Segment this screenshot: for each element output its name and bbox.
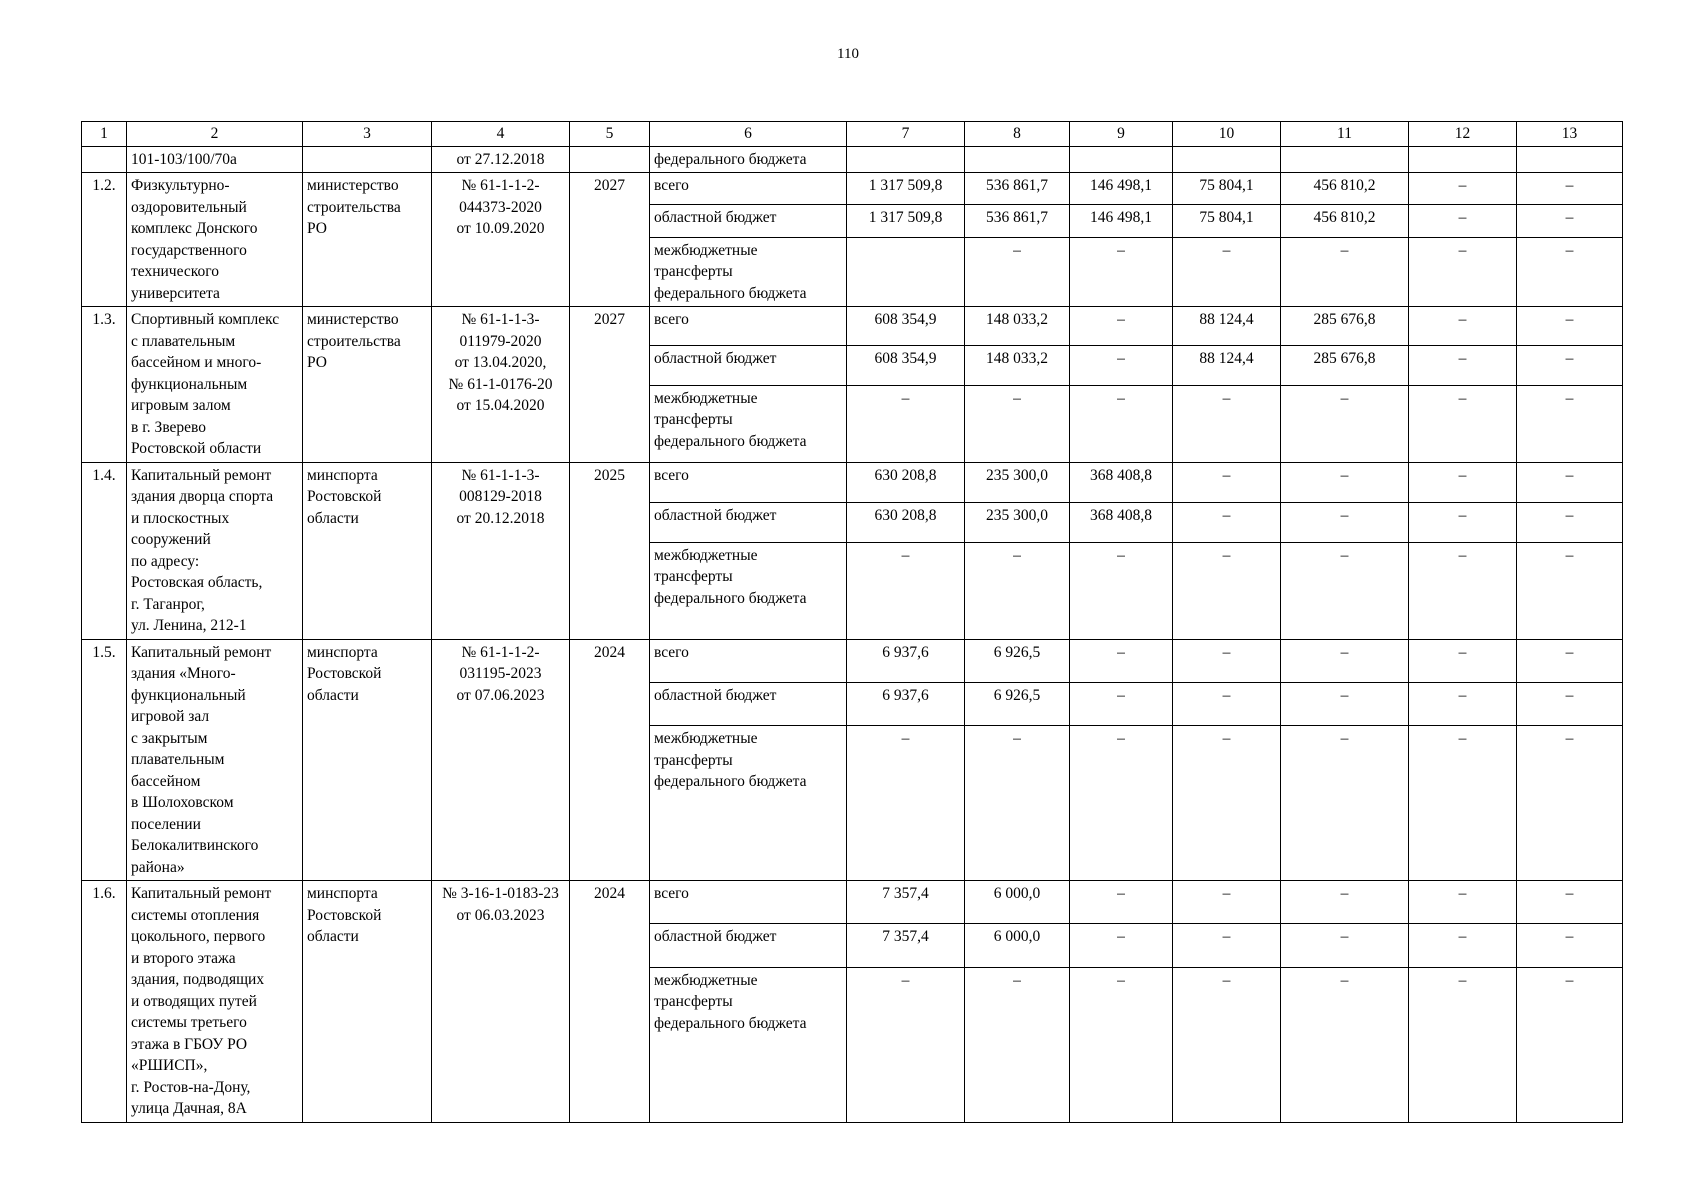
amount-cell: 75 804,1: [1173, 173, 1281, 205]
amount-cell: 88 124,4: [1173, 307, 1281, 346]
amount-cell: 6 926,5: [965, 682, 1070, 725]
amount-cell: 146 498,1: [1070, 173, 1173, 205]
amount-cell: –: [1409, 385, 1517, 462]
amount-cell: –: [1517, 502, 1623, 542]
completion-year: 2025: [570, 462, 650, 639]
amount-cell: –: [1281, 502, 1409, 542]
funding-source: межбюджетные трансферты федерального бюджета: [650, 542, 847, 639]
funding-source: межбюджетные трансферты федерального бюджета: [650, 237, 847, 307]
amount-cell: –: [1517, 924, 1623, 967]
amount-cell: –: [847, 967, 965, 1122]
table-row: [82, 307, 1623, 346]
table-row: [82, 462, 1623, 502]
amount-cell: –: [1173, 542, 1281, 639]
funding-source: областной бюджет: [650, 346, 847, 385]
amount-cell: [847, 237, 965, 307]
expertise-document: от 27.12.2018: [432, 146, 570, 173]
amount-cell: –: [1281, 967, 1409, 1122]
item-number: [82, 146, 127, 173]
column-number: 13: [1517, 122, 1623, 147]
funding-source: областной бюджет: [650, 682, 847, 725]
amount-cell: [1281, 146, 1409, 173]
budget-table: [81, 121, 1623, 1123]
amount-cell: 285 676,8: [1281, 346, 1409, 385]
column-number: 8: [965, 122, 1070, 147]
amount-cell: –: [1173, 726, 1281, 881]
amount-cell: 1 317 509,8: [847, 173, 965, 205]
amount-cell: 148 033,2: [965, 307, 1070, 346]
amount-cell: 6 000,0: [965, 924, 1070, 967]
amount-cell: 6 926,5: [965, 639, 1070, 682]
amount-cell: 148 033,2: [965, 346, 1070, 385]
funding-source: областной бюджет: [650, 205, 847, 237]
responsible-body: минспорта Ростовской области: [303, 639, 432, 881]
expertise-document: № 61-1-1-2- 031195-2023 от 07.06.2023: [432, 639, 570, 881]
amount-cell: –: [1409, 237, 1517, 307]
amount-cell: –: [1409, 173, 1517, 205]
amount-cell: 7 357,4: [847, 924, 965, 967]
amount-cell: –: [1517, 967, 1623, 1122]
amount-cell: –: [1281, 924, 1409, 967]
amount-cell: 456 810,2: [1281, 173, 1409, 205]
page-number: 110: [837, 46, 859, 62]
amount-cell: –: [1281, 881, 1409, 924]
completion-year: [570, 146, 650, 173]
amount-cell: –: [1070, 924, 1173, 967]
object-name: Капитальный ремонт здания «Много- функциональный игровой зал с закрытым плавательным бассейном в Шолоховском поселении Белокалитвинского района»: [127, 639, 303, 881]
amount-cell: –: [1070, 237, 1173, 307]
column-number: 5: [570, 122, 650, 147]
amount-cell: 146 498,1: [1070, 205, 1173, 237]
amount-cell: –: [1281, 385, 1409, 462]
column-number: 7: [847, 122, 965, 147]
amount-cell: –: [1173, 385, 1281, 462]
amount-cell: 6 000,0: [965, 881, 1070, 924]
amount-cell: –: [847, 726, 965, 881]
amount-cell: –: [1409, 881, 1517, 924]
amount-cell: [965, 146, 1070, 173]
funding-source: межбюджетные трансферты федерального бюджета: [650, 967, 847, 1122]
amount-cell: 235 300,0: [965, 502, 1070, 542]
column-number: 3: [303, 122, 432, 147]
funding-source: межбюджетные трансферты федерального бюджета: [650, 385, 847, 462]
item-number: 1.3.: [82, 307, 127, 463]
item-number: 1.6.: [82, 881, 127, 1123]
amount-cell: –: [1173, 502, 1281, 542]
amount-cell: 6 937,6: [847, 639, 965, 682]
amount-cell: –: [1173, 237, 1281, 307]
amount-cell: [1173, 146, 1281, 173]
column-number: 2: [127, 122, 303, 147]
amount-cell: 456 810,2: [1281, 205, 1409, 237]
amount-cell: –: [1173, 462, 1281, 502]
column-number: 10: [1173, 122, 1281, 147]
amount-cell: –: [1517, 346, 1623, 385]
amount-cell: –: [1070, 967, 1173, 1122]
amount-cell: –: [1517, 881, 1623, 924]
responsible-body: [303, 146, 432, 173]
responsible-body: министерство строительства РО: [303, 307, 432, 463]
amount-cell: –: [847, 542, 965, 639]
amount-cell: 6 937,6: [847, 682, 965, 725]
column-number: 9: [1070, 122, 1173, 147]
amount-cell: –: [1281, 639, 1409, 682]
funding-source: всего: [650, 173, 847, 205]
amount-cell: –: [1517, 237, 1623, 307]
amount-cell: 608 354,9: [847, 346, 965, 385]
amount-cell: –: [1409, 307, 1517, 346]
completion-year: 2024: [570, 639, 650, 881]
amount-cell: –: [1281, 542, 1409, 639]
amount-cell: –: [1409, 924, 1517, 967]
responsible-body: министерство строительства РО: [303, 173, 432, 307]
amount-cell: –: [1070, 346, 1173, 385]
amount-cell: –: [1517, 173, 1623, 205]
amount-cell: –: [1173, 639, 1281, 682]
amount-cell: –: [1409, 726, 1517, 881]
amount-cell: –: [965, 237, 1070, 307]
amount-cell: 1 317 509,8: [847, 205, 965, 237]
amount-cell: –: [1517, 726, 1623, 881]
column-number: 11: [1281, 122, 1409, 147]
amount-cell: 88 124,4: [1173, 346, 1281, 385]
amount-cell: –: [1173, 682, 1281, 725]
amount-cell: –: [1281, 682, 1409, 725]
amount-cell: –: [1070, 542, 1173, 639]
amount-cell: –: [1281, 462, 1409, 502]
amount-cell: –: [1070, 682, 1173, 725]
column-number: 1: [82, 122, 127, 147]
amount-cell: 630 208,8: [847, 462, 965, 502]
amount-cell: –: [1281, 726, 1409, 881]
amount-cell: –: [965, 542, 1070, 639]
item-number: 1.2.: [82, 173, 127, 307]
amount-cell: –: [1409, 542, 1517, 639]
object-name: Капитальный ремонт системы отопления цокольного, первого и второго этажа здания, подводящих и отводящих путей системы третьего этажа в ГБОУ РО «РШИСП», г. Ростов-на-Дону, улица Дачная, 8А: [127, 881, 303, 1123]
amount-cell: –: [1517, 462, 1623, 502]
table-body: [82, 122, 1623, 1123]
continuation-row: [82, 146, 1623, 173]
expertise-document: № 61-1-1-2- 044373-2020 от 10.09.2020: [432, 173, 570, 307]
amount-cell: [1070, 146, 1173, 173]
column-number: 4: [432, 122, 570, 147]
amount-cell: –: [1409, 205, 1517, 237]
amount-cell: –: [1173, 967, 1281, 1122]
funding-source: областной бюджет: [650, 924, 847, 967]
item-number: 1.5.: [82, 639, 127, 881]
amount-cell: 368 408,8: [1070, 502, 1173, 542]
amount-cell: –: [1173, 924, 1281, 967]
amount-cell: 285 676,8: [1281, 307, 1409, 346]
amount-cell: –: [1409, 502, 1517, 542]
amount-cell: 536 861,7: [965, 205, 1070, 237]
funding-source: межбюджетные трансферты федерального бюджета: [650, 726, 847, 881]
amount-cell: 608 354,9: [847, 307, 965, 346]
column-number: 6: [650, 122, 847, 147]
amount-cell: –: [1517, 682, 1623, 725]
amount-cell: –: [1517, 307, 1623, 346]
column-number-row: [82, 122, 1623, 147]
funding-source: областной бюджет: [650, 502, 847, 542]
funding-source: всего: [650, 639, 847, 682]
amount-cell: –: [1517, 385, 1623, 462]
amount-cell: 368 408,8: [1070, 462, 1173, 502]
amount-cell: 235 300,0: [965, 462, 1070, 502]
amount-cell: –: [1173, 881, 1281, 924]
item-number: 1.4.: [82, 462, 127, 639]
amount-cell: –: [1070, 726, 1173, 881]
responsible-body: минспорта Ростовской области: [303, 462, 432, 639]
amount-cell: –: [1409, 682, 1517, 725]
amount-cell: –: [1517, 205, 1623, 237]
table-row: [82, 173, 1623, 205]
amount-cell: –: [1070, 881, 1173, 924]
amount-cell: –: [1409, 346, 1517, 385]
amount-cell: [847, 146, 965, 173]
funding-source: федерального бюджета: [650, 146, 847, 173]
amount-cell: –: [1517, 639, 1623, 682]
amount-cell: –: [847, 385, 965, 462]
amount-cell: –: [1409, 462, 1517, 502]
amount-cell: –: [965, 385, 1070, 462]
amount-cell: 75 804,1: [1173, 205, 1281, 237]
object-name: 101-103/100/70а: [127, 146, 303, 173]
amount-cell: –: [1070, 307, 1173, 346]
amount-cell: –: [1070, 385, 1173, 462]
table-row: [82, 639, 1623, 682]
object-name: Капитальный ремонт здания дворца спорта и плоскостных сооружений по адресу: Ростовская область, г. Таганрог, ул. Ленина, 212-1: [127, 462, 303, 639]
expertise-document: № 3-16-1-0183-23 от 06.03.2023: [432, 881, 570, 1123]
table-row: [82, 881, 1623, 924]
expertise-document: № 61-1-1-3- 008129-2018 от 20.12.2018: [432, 462, 570, 639]
amount-cell: –: [965, 726, 1070, 881]
amount-cell: 630 208,8: [847, 502, 965, 542]
amount-cell: –: [1409, 967, 1517, 1122]
amount-cell: –: [1517, 542, 1623, 639]
funding-source: всего: [650, 462, 847, 502]
amount-cell: 7 357,4: [847, 881, 965, 924]
expertise-document: № 61-1-1-3- 011979-2020 от 13.04.2020, № 61-1-0176-20 от 15.04.2020: [432, 307, 570, 463]
funding-source: всего: [650, 307, 847, 346]
amount-cell: [1409, 146, 1517, 173]
amount-cell: 536 861,7: [965, 173, 1070, 205]
column-number: 12: [1409, 122, 1517, 147]
amount-cell: –: [1409, 639, 1517, 682]
amount-cell: [1517, 146, 1623, 173]
object-name: Физкультурно- оздоровительный комплекс Донского государственного технического университета: [127, 173, 303, 307]
funding-source: всего: [650, 881, 847, 924]
amount-cell: –: [1070, 639, 1173, 682]
completion-year: 2024: [570, 881, 650, 1123]
amount-cell: –: [1281, 237, 1409, 307]
object-name: Спортивный комплекс с плавательным бассейном и много- функциональным игровым залом в г. Зверево Ростовской области: [127, 307, 303, 463]
completion-year: 2027: [570, 173, 650, 307]
responsible-body: минспорта Ростовской области: [303, 881, 432, 1123]
amount-cell: –: [965, 967, 1070, 1122]
completion-year: 2027: [570, 307, 650, 463]
